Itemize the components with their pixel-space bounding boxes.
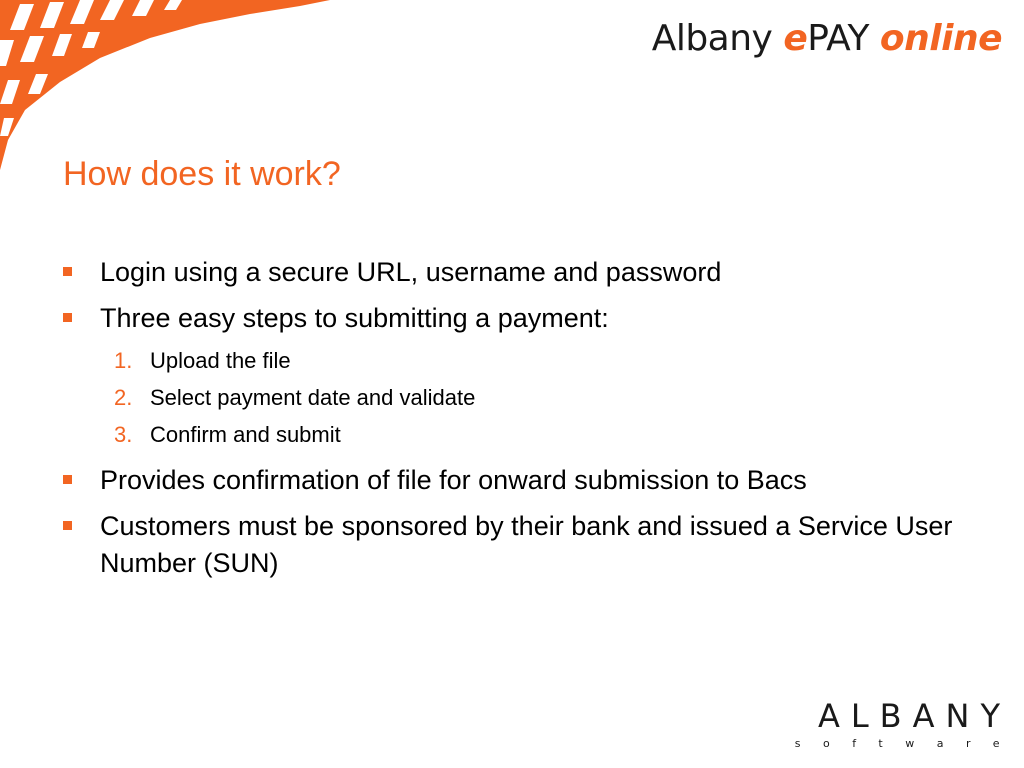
brand-title <box>652 18 1002 59</box>
brand-e: e <box>783 18 808 59</box>
brand-online: online <box>879 18 1002 59</box>
slide-title: How does it work? <box>63 155 341 193</box>
step-text: Confirm and submit <box>150 422 341 447</box>
bullet-text: Three easy steps to submitting a payment: <box>100 303 609 333</box>
step-item <box>114 342 963 379</box>
step-number: 2. <box>114 385 133 410</box>
brand-prefix: Albany <box>651 18 784 59</box>
bullet-square-icon <box>63 267 72 276</box>
bullet-item <box>63 254 963 291</box>
step-number: 1. <box>114 348 133 373</box>
step-item <box>114 379 963 416</box>
logo-subtitle: software <box>794 737 1022 750</box>
bullet-text: Customers must be sponsored by their bank and issued a Service User Number (SUN) <box>100 511 953 578</box>
step-text: Upload the file <box>150 348 291 373</box>
albany-software-logo <box>794 697 1022 750</box>
step-text: Select payment date and validate <box>150 385 476 410</box>
bullet-list <box>63 254 963 591</box>
decorative-corner-graphic <box>0 0 330 180</box>
bullet-item <box>63 462 963 499</box>
logo-word: ALBANY <box>817 697 1011 735</box>
bullet-square-icon <box>63 521 72 530</box>
steps-list <box>63 342 963 453</box>
bullet-item <box>63 508 963 582</box>
bullet-square-icon <box>63 313 72 322</box>
step-item <box>114 416 963 453</box>
bullet-text: Login using a secure URL, username and password <box>100 257 722 287</box>
bullet-item <box>63 300 963 337</box>
bullet-square-icon <box>63 475 72 484</box>
bullet-text: Provides confirmation of file for onward submission to Bacs <box>100 465 807 495</box>
step-number: 3. <box>114 422 133 447</box>
brand-pay: PAY <box>807 18 880 59</box>
